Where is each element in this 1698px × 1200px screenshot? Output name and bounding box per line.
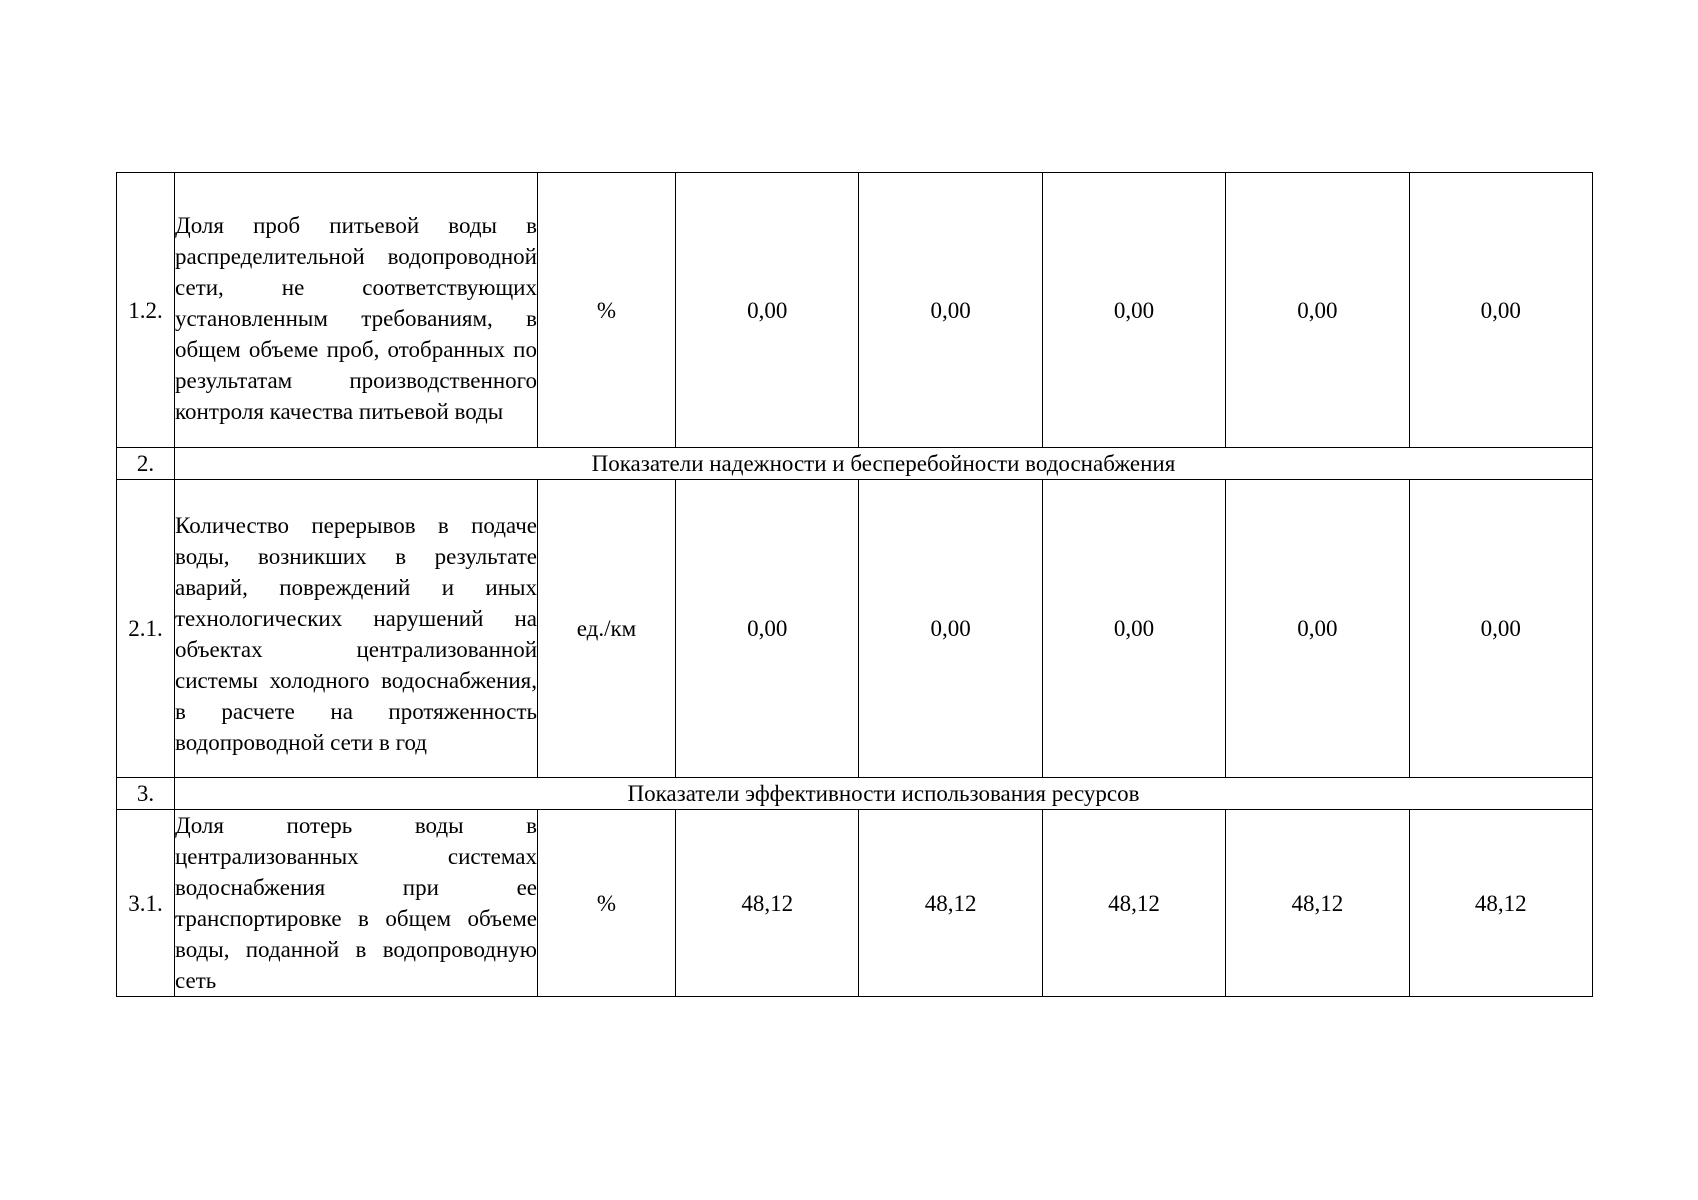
value-cell: 48,12 [1226, 810, 1409, 997]
value-cell: 0,00 [859, 480, 1042, 778]
value-cell: 0,00 [1226, 173, 1409, 448]
indicator-name: Доля потерь воды в централизованных системах водоснабжения при ее транспортировке в общем объеме воды, поданной в водопроводную сеть [175, 810, 538, 997]
unit-cell: % [538, 810, 676, 997]
value-cell: 0,00 [676, 173, 859, 448]
section-title: Показатели надежности и бесперебойности водоснабжения [175, 448, 1593, 480]
value-cell: 48,12 [1409, 810, 1592, 997]
value-cell: 0,00 [1226, 480, 1409, 778]
section-row [117, 448, 1593, 480]
section-title: Показатели эффективности использования ресурсов [175, 778, 1593, 810]
value-cell: 0,00 [859, 173, 1042, 448]
unit-cell: ед./км [538, 480, 676, 778]
indicators-table [116, 172, 1593, 997]
row-number: 1.2. [117, 173, 175, 448]
value-cell: 0,00 [1409, 480, 1592, 778]
value-cell: 0,00 [1042, 173, 1225, 448]
table-row [117, 173, 1593, 448]
value-cell: 48,12 [676, 810, 859, 997]
unit-cell: % [538, 173, 676, 448]
table-row [117, 480, 1593, 778]
value-cell: 0,00 [676, 480, 859, 778]
value-cell: 48,12 [859, 810, 1042, 997]
row-number: 2.1. [117, 480, 175, 778]
value-cell: 48,12 [1042, 810, 1225, 997]
indicator-name: Количество перерывов в подаче воды, возникших в результате аварий, повреждений и иных технологических нарушений на объектах централизованной системы холодного водоснабжения, в расчете на протяженность водопроводной сети в год [175, 480, 538, 778]
section-number: 3. [117, 778, 175, 810]
section-row [117, 778, 1593, 810]
row-number: 3.1. [117, 810, 175, 997]
value-cell: 0,00 [1409, 173, 1592, 448]
section-number: 2. [117, 448, 175, 480]
indicator-name: Доля проб питьевой воды в распределительной водопроводной сети, не соответствующих установленным требованиям, в общем объеме проб, отобранных по результатам производственного контроля качества питьевой воды [175, 173, 538, 448]
table-row [117, 810, 1593, 997]
value-cell: 0,00 [1042, 480, 1225, 778]
